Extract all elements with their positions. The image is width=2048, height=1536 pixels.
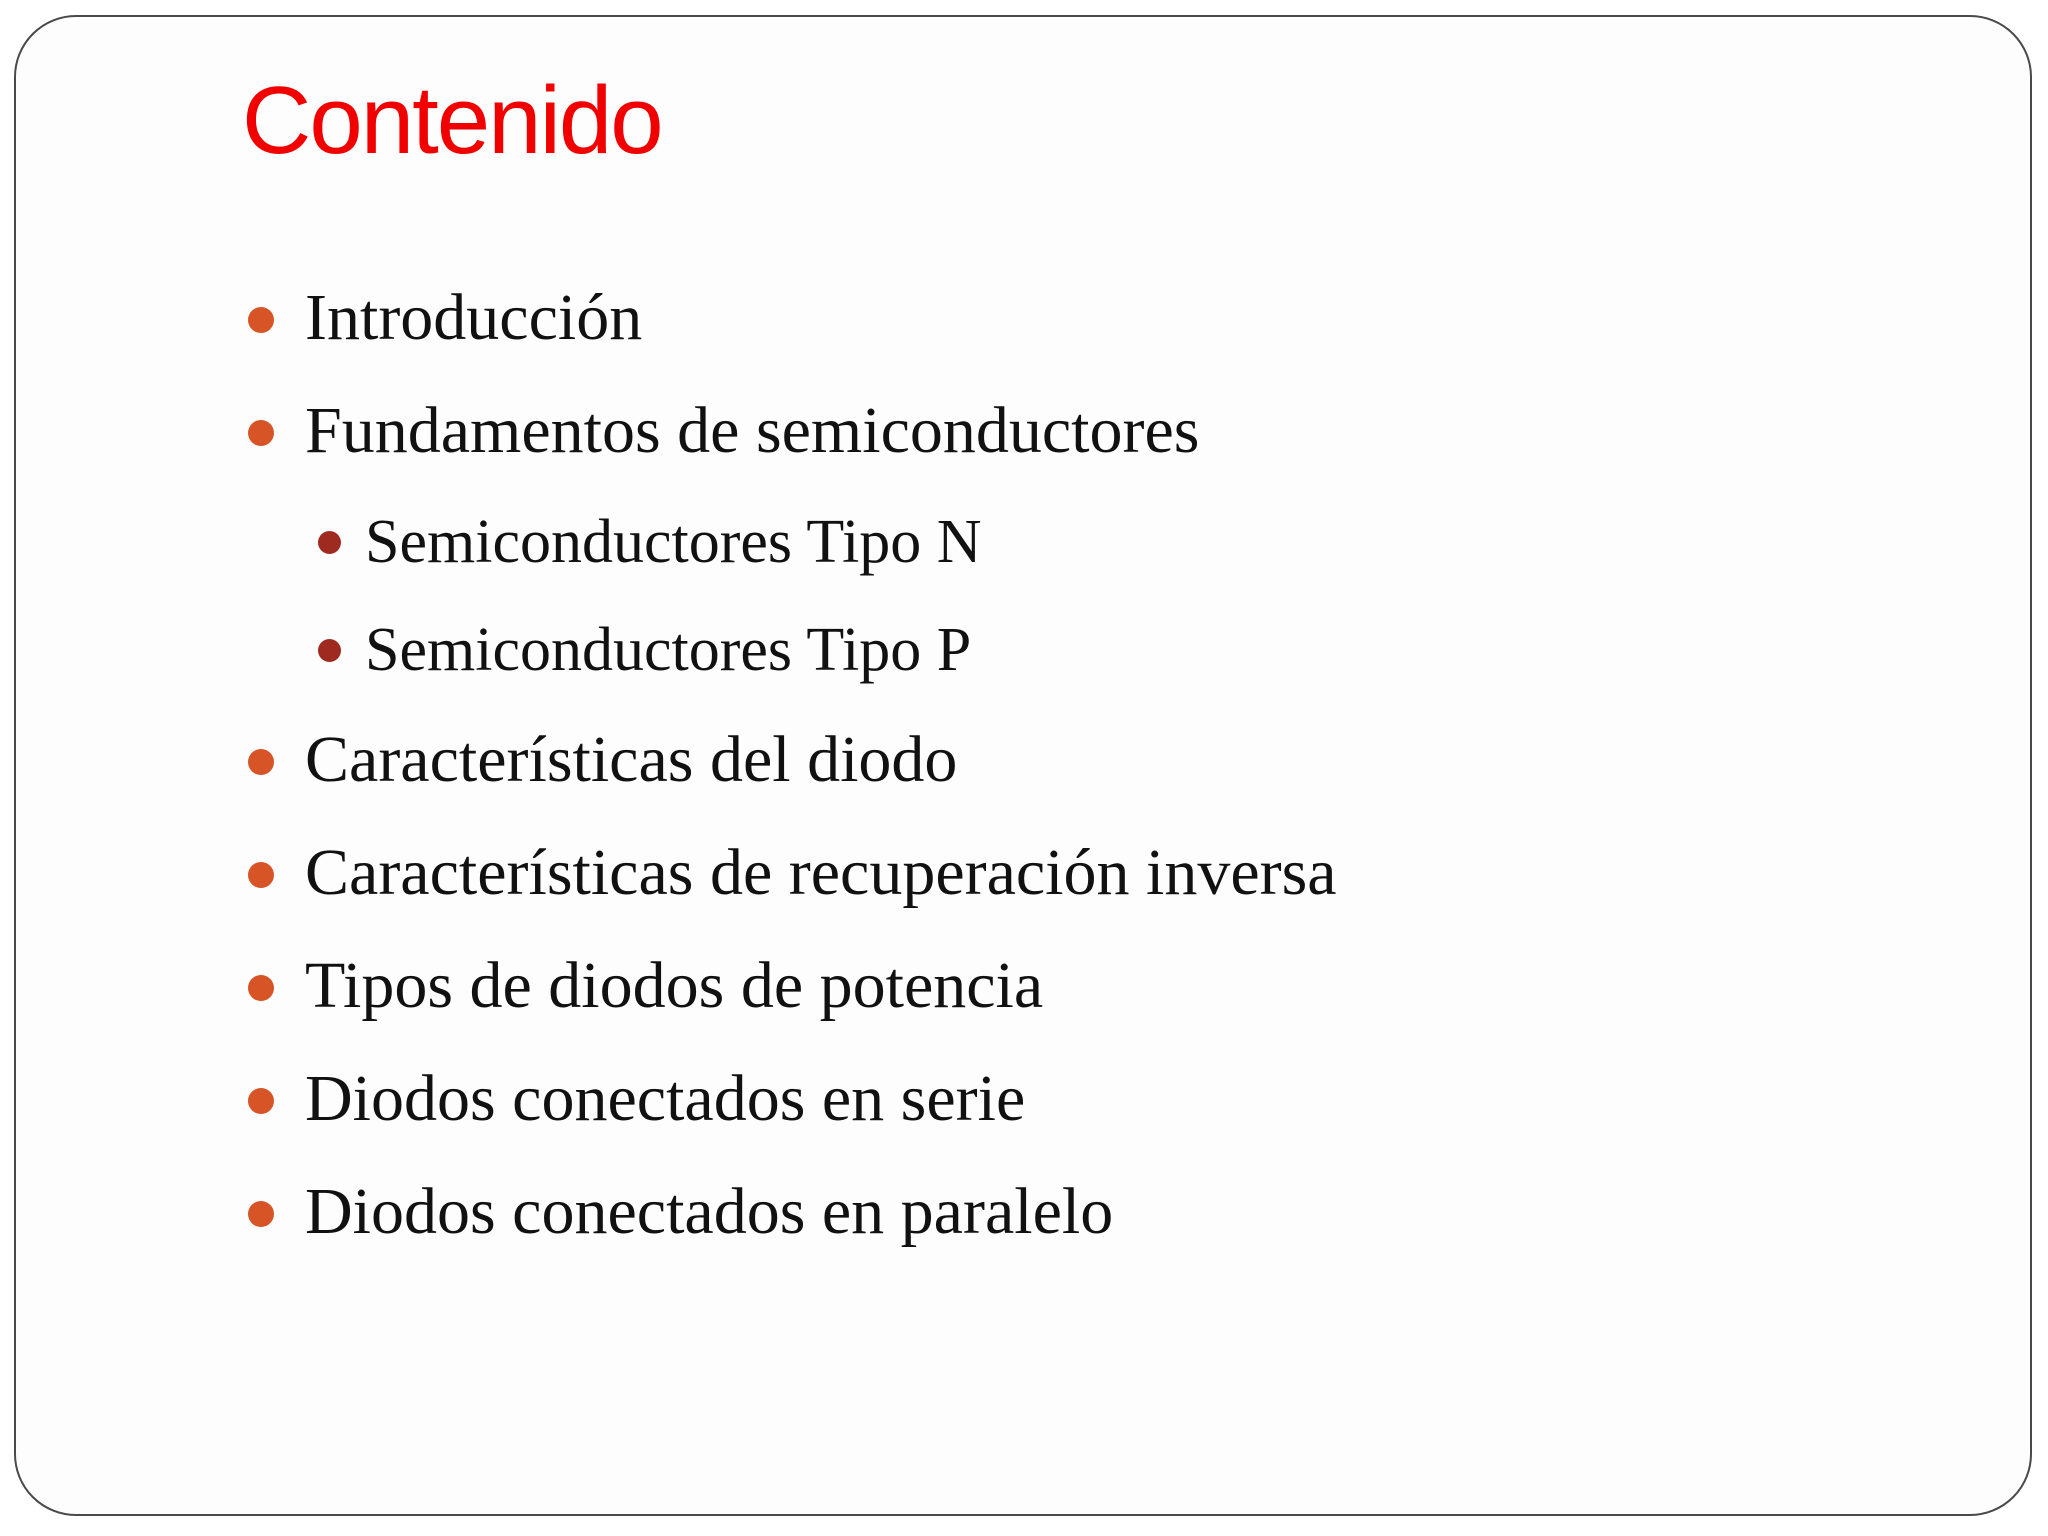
list-item-label: Introducción	[305, 281, 643, 354]
list-item-label: Tipos de diodos de potencia	[305, 949, 1044, 1022]
bullet-dot-icon	[248, 1201, 274, 1227]
slide-title: Contenido	[242, 67, 662, 174]
bullet-dot-icon	[248, 420, 274, 446]
slide-frame	[14, 15, 2032, 1516]
list-item-label: Características del diodo	[305, 723, 958, 796]
bullet-dot-icon	[248, 749, 274, 775]
list-item-label: Fundamentos de semiconductores	[305, 394, 1200, 467]
list-item-label: Diodos conectados en paralelo	[305, 1175, 1114, 1248]
bullet-dot-icon	[248, 307, 274, 333]
bullet-dot-icon	[248, 975, 274, 1001]
bullet-dot-icon	[318, 639, 341, 662]
list-item-label: Semiconductores Tipo N	[365, 508, 982, 576]
list-item-label: Diodos conectados en serie	[305, 1062, 1026, 1135]
bullet-dot-icon	[248, 862, 274, 888]
bullet-dot-icon	[248, 1088, 274, 1114]
list-item-label: Características de recuperación inversa	[305, 836, 1337, 909]
bullet-dot-icon	[318, 531, 341, 554]
list-item-label: Semiconductores Tipo P	[365, 616, 972, 684]
